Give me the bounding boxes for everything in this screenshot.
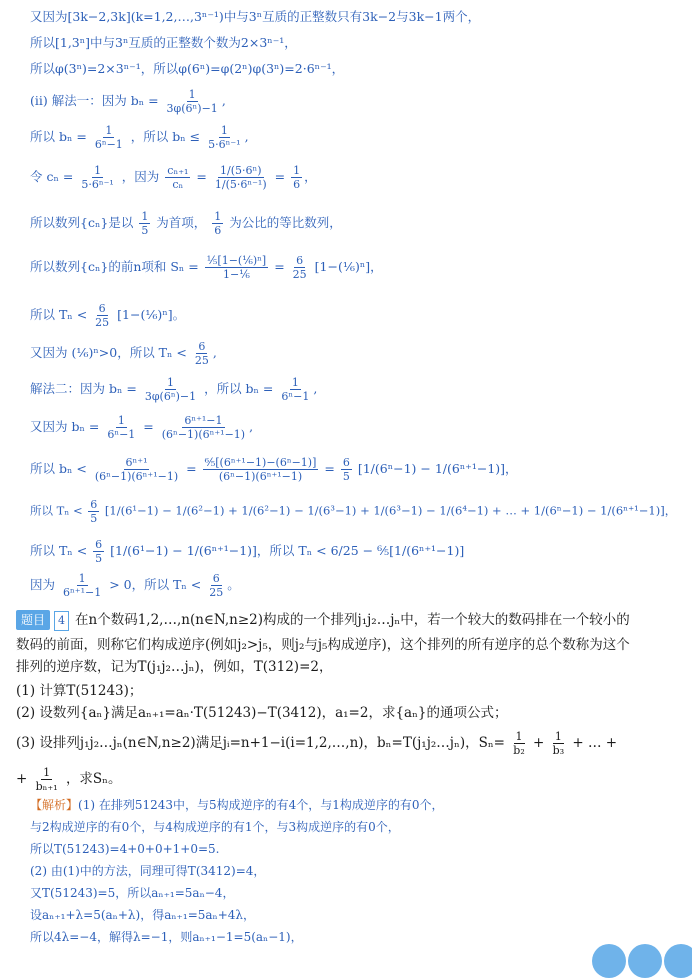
- fraction: $\frac{1}{\text{3φ(6ⁿ)−1}}$: [166, 88, 218, 115]
- solution-line-14: 所以 Tₙ < $\frac{6}{5}$ [1/(6¹−1) − 1/(6²−1) + 1/(6²−1) − 1/(6³−1) + 1/(6³−1) − 1/(6⁴−1) + … + 1/(6ⁿ−1) − 1/(6ⁿ⁺¹−1)]，: [30, 498, 677, 525]
- solution-line-4: (ii) 解法一：因为 bₙ = $\frac{1}{\text{3φ(6ⁿ)−1}}$ ,: [30, 88, 226, 115]
- solution-line-16: 因为 $\frac{1}{\text{6ⁿ⁺¹−1}}$ > 0，所以 Tₙ < $\frac{6}{25}$ 。: [30, 572, 240, 599]
- solution-line-10: 又因为 (⅙)ⁿ>0，所以 Tₙ < $\frac{6}{25}$ ,: [30, 340, 217, 367]
- analysis-line-2: 与2构成逆序的有0个，与4构成逆序的有1个，与3构成逆序的有0个，: [30, 820, 400, 834]
- solution-line-1: 又因为[3k−2,3k](k=1,2,…,3ⁿ⁻¹)中与3ⁿ互质的正整数只有3k−2与3k−1两个，: [30, 9, 481, 24]
- solution-line-3: 所以φ(3ⁿ)=2×3ⁿ⁻¹，所以φ(6ⁿ)=φ(2ⁿ)φ(3ⁿ)=2·6ⁿ⁻¹，: [30, 61, 345, 76]
- solution-line-11: 解法二：因为 bₙ = $\frac{1}{\text{3φ(6ⁿ)−1}}$ ，所以 bₙ = $\frac{1}{\text{6ⁿ−1}}$ ,: [30, 376, 318, 403]
- decor-circle: [664, 944, 692, 978]
- analysis-line-5: 又T(51243)=5，所以aₙ₊₁=5aₙ−4，: [30, 886, 235, 900]
- analysis-line-3: 所以T(51243)=4+0+0+1+0=5.: [30, 842, 220, 856]
- solution-line-15: 所以 Tₙ < $\frac{6}{5}$ [1/(6¹−1) − 1/(6ⁿ⁺¹−1)]，所以 Tₙ < 6/25 − ⁶⁄₅[1/(6ⁿ⁺¹−1)]: [30, 538, 465, 565]
- solution-line-6: 令 cₙ = $\frac{1}{\text{5·6ⁿ⁻¹}}$ ，因为 $\frac{\text{cₙ₊₁}}{\text{cₙ}}$ = $\frac{\text{1/(5·6ⁿ)}}{\text{1/(5·6ⁿ⁻¹)}}$ = $\frac{1}{6}$ ，: [30, 164, 317, 191]
- analysis-line-7: 所以4λ=−4，解得λ=−1，则aₙ₊₁−1=5(aₙ−1)，: [30, 930, 303, 944]
- solution-line-9: 所以 Tₙ < $\frac{6}{25}$ [1−(⅙)ⁿ]。: [30, 302, 186, 329]
- analysis-line-4: (2) 由(1)中的方法，同理可得T(3412)=4，: [30, 864, 266, 878]
- solution-line-7: 所以数列{cₙ}是以 $\frac{1}{5}$ 为首项， $\frac{1}{6}$ 为公比的等比数列，: [30, 210, 342, 237]
- solution-line-5: 所以 bₙ = $\frac{1}{\text{6ⁿ−1}}$ ，所以 bₙ ≤ $\frac{1}{\text{5·6ⁿ⁻¹}}$ ,: [30, 124, 249, 151]
- solution-text: (ii) 解法一：因为 bₙ =: [30, 93, 159, 108]
- analysis-line-1: 【解析】(1) 在排列51243中，与5构成逆序的有4个，与1构成逆序的有0个，: [30, 798, 444, 812]
- problem-line-1: 题目 4 在n个数码1,2,…,n(n∈N,n≥2)构成的一个排列j₁j₂…jₙ中，若一个较大的数码排在一个较小的: [16, 610, 630, 631]
- decor-circle: [628, 944, 662, 978]
- decor-circle: [592, 944, 626, 978]
- problem-q1: (1) 计算T(51243)；: [16, 683, 143, 699]
- solution-line-13: 所以 bₙ < $\frac{\text{6ⁿ⁺¹}}{\text{(6ⁿ−1)(6ⁿ⁺¹−1)}}$ = $\frac{\text{⁶⁄₅[(6ⁿ⁺¹−1)−(6ⁿ−1)]}}{\text{(6ⁿ−1)(6ⁿ⁺¹−1)}}$ = $\frac{6}{5}$ [1/(6ⁿ−1) − 1/(6ⁿ⁺¹−1)]，: [30, 456, 518, 483]
- solution-line-2: 所以[1,3ⁿ]中与3ⁿ互质的正整数个数为2×3ⁿ⁻¹，: [30, 35, 297, 50]
- solution-line-8: 所以数列{cₙ}的前n项和 Sₙ = $\frac{\text{⅕[1−(⅙)ⁿ]}}{\text{1−⅙}}$ = $\frac{6}{25}$ [1−(⅙)ⁿ]，: [30, 254, 383, 281]
- problem-tag: 题目: [16, 610, 50, 630]
- problem-q2: (2) 设数列{aₙ}满足aₙ₊₁=aₙ·T(51243)−T(3412)，a₁=2，求{aₙ}的通项公式；: [16, 705, 508, 721]
- problem-q3-cont: + $\frac{1}{\text{bₙ₊₁}}$ ，求Sₙ。: [16, 766, 122, 793]
- problem-number: 4: [54, 611, 69, 631]
- analysis-line-6: 设aₙ₊₁+λ=5(aₙ+λ)，得aₙ₊₁=5aₙ+4λ，: [30, 908, 256, 922]
- problem-q3: (3) 设排列j₁j₂…jₙ(n∈N,n≥2)满足jᵢ=n+1−i(i=1,2,…,n)，bₙ=T(j₁j₂…jₙ)，Sₙ= $\frac{1}{\text{b₂}}$ + $\frac{1}{\text{b₃}}$ + … +: [16, 730, 618, 757]
- problem-line-2: 数码的前面，则称它们构成逆序(例如j₂>j₅，则j₂与j₅构成逆序)，这个排列的所有逆序的总个数称为这个: [16, 637, 630, 653]
- problem-line-3: 排列的逆序数，记为T(j₁j₂…jₙ)，例如，T(312)=2，: [16, 659, 333, 675]
- solution-line-12: 又因为 bₙ = $\frac{1}{\text{6ⁿ−1}}$ = $\frac{\text{6ⁿ⁺¹−1}}{\text{(6ⁿ−1)(6ⁿ⁺¹−1)}}$ ,: [30, 414, 254, 441]
